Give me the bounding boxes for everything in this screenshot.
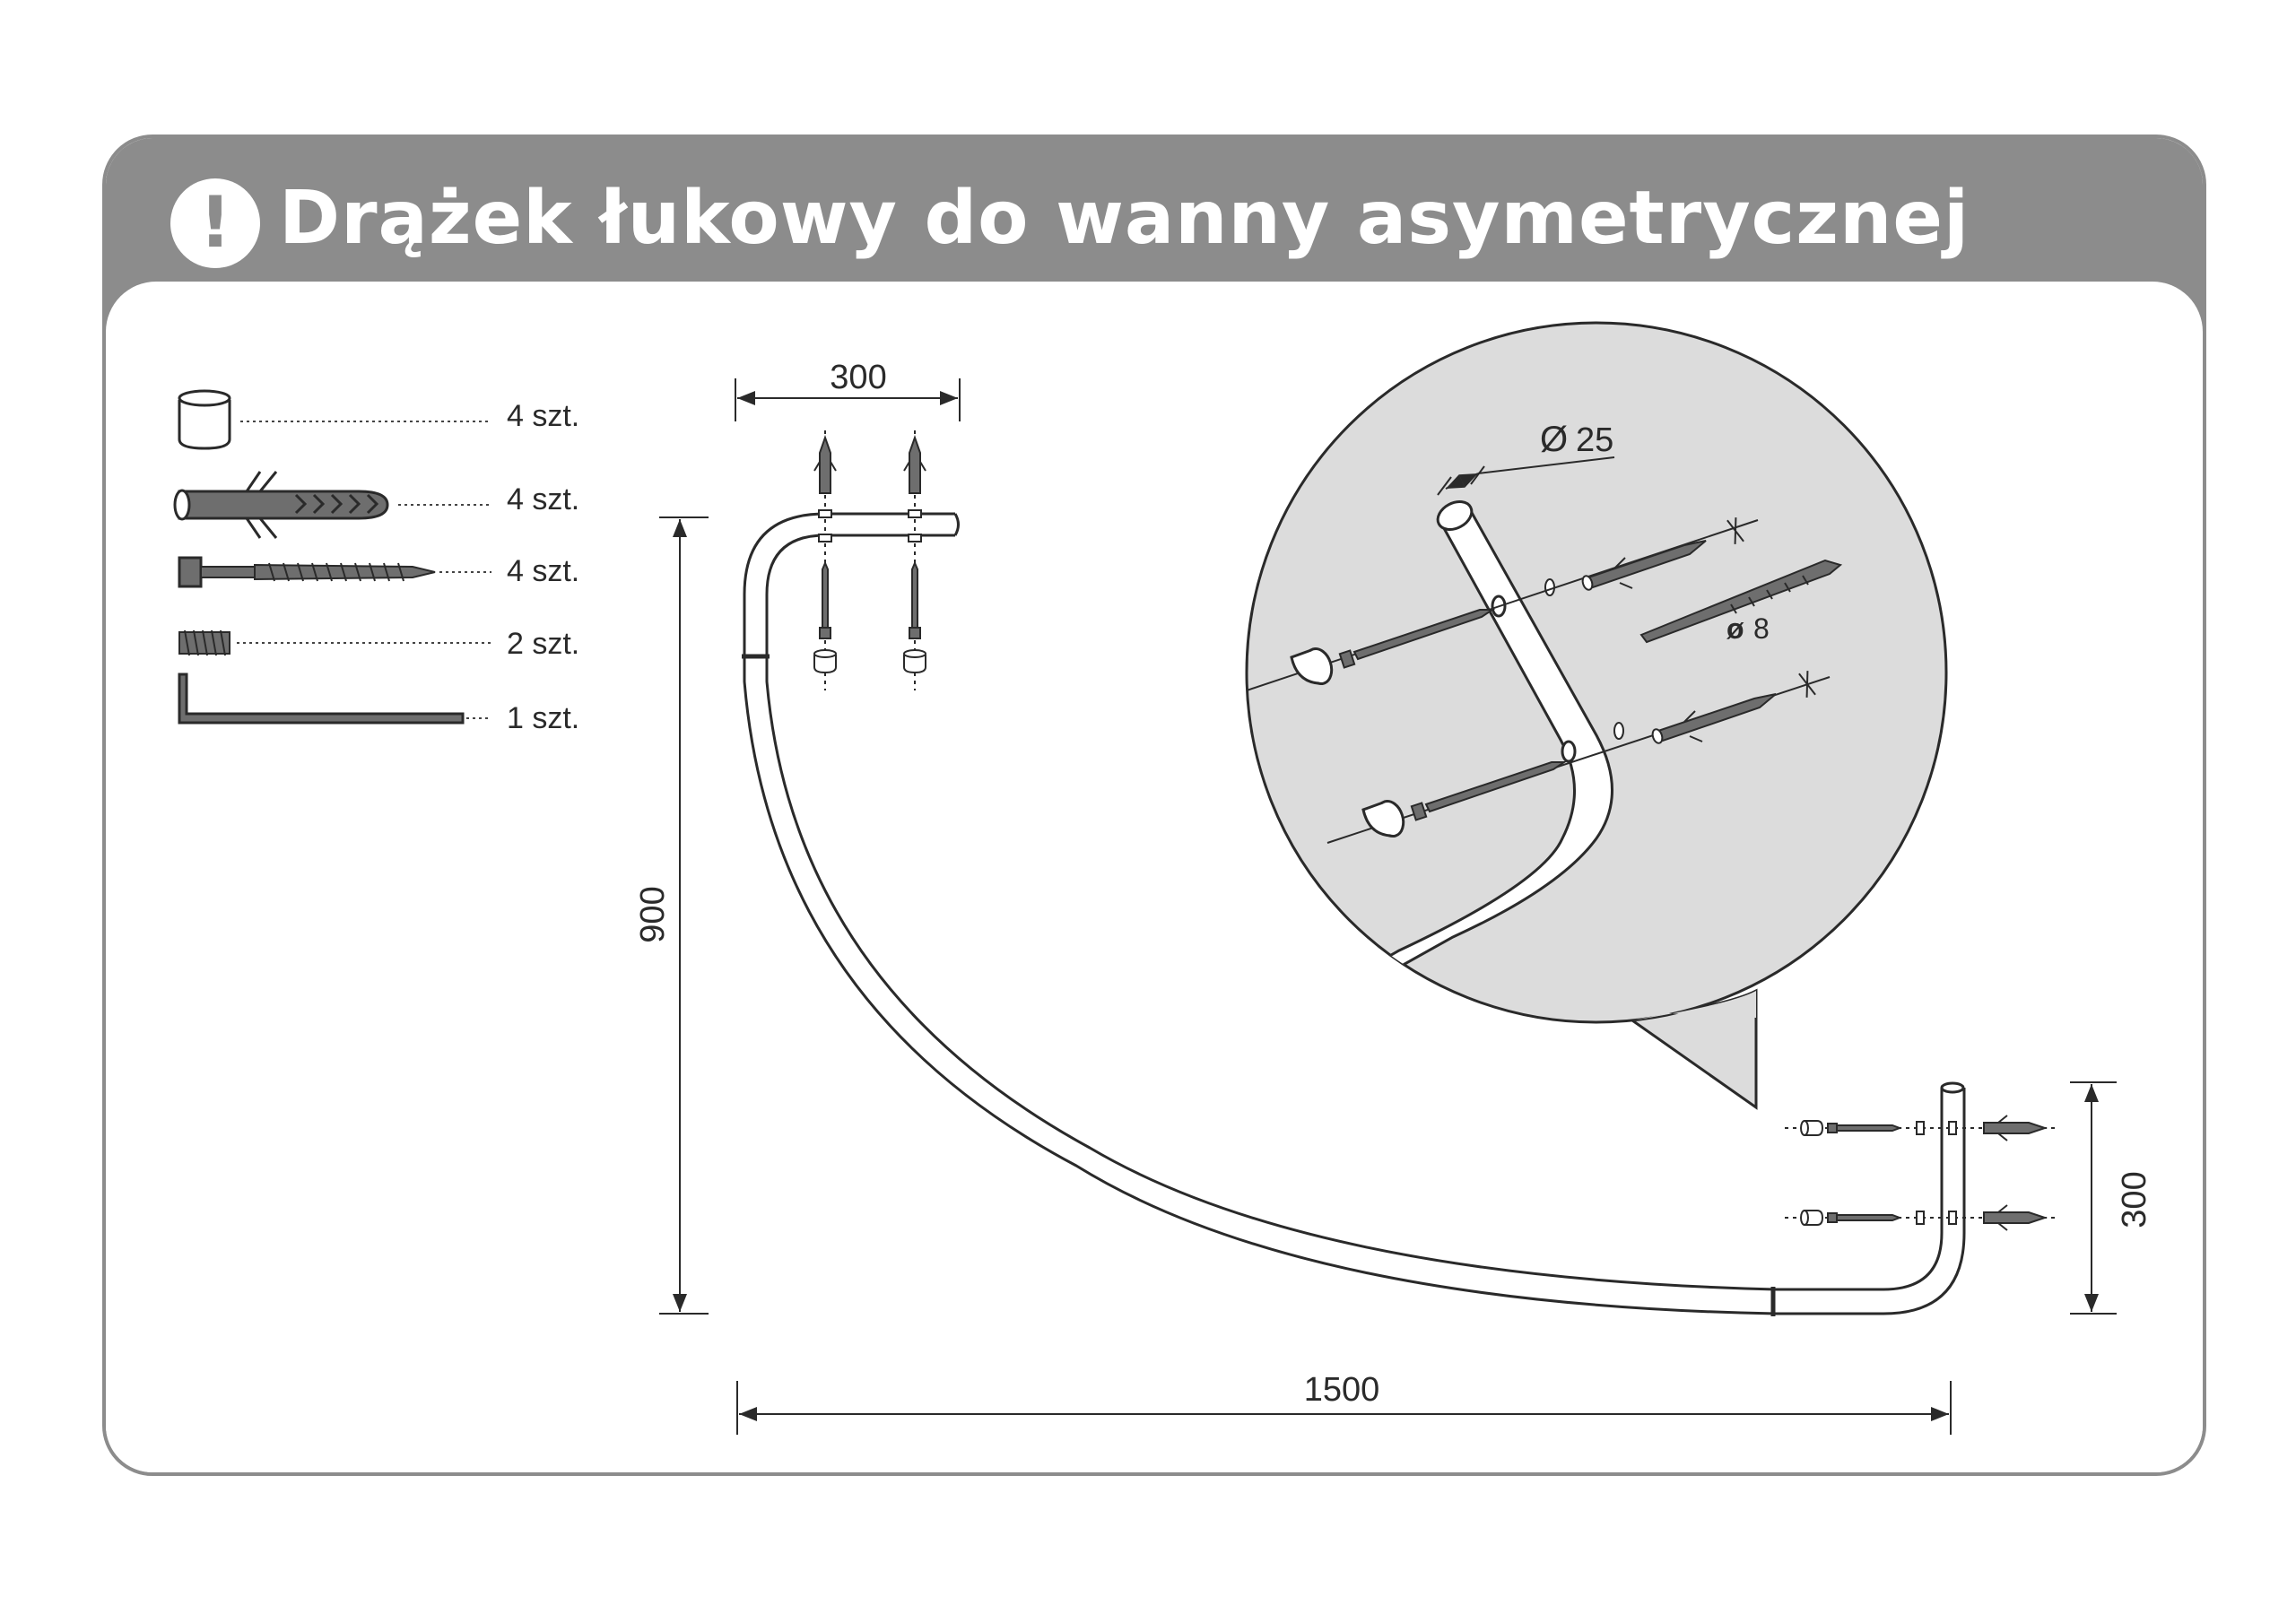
- screw-icon: [1828, 1124, 1900, 1222]
- page-title: Drążek łukowy do wanny asymetrycznej: [279, 176, 1970, 261]
- diameter-symbol: Ø: [1540, 420, 1569, 459]
- end-cap-icon: [179, 391, 230, 448]
- parts-list: [175, 391, 579, 735]
- wall-plug-icon: [814, 438, 926, 493]
- screw-icon: [820, 563, 920, 638]
- top-fixings: [814, 430, 926, 690]
- drill-diameter-symbol: ø: [1726, 612, 1744, 645]
- screw-icon: [179, 558, 435, 586]
- dim-height: 900: [634, 886, 672, 943]
- part-qty-1: 4 szt.: [507, 399, 580, 433]
- part-qty-3: 4 szt.: [507, 554, 580, 588]
- dim-tube-diameter: 25: [1576, 421, 1614, 459]
- right-fixings: [1785, 1115, 2058, 1230]
- dim-right-height: 300: [2116, 1171, 2153, 1228]
- part-qty-2: 4 szt.: [507, 482, 580, 516]
- dim-top-width: 300: [830, 359, 887, 396]
- zoom-detail: [1247, 323, 1946, 1107]
- wall-plug-icon: [175, 472, 387, 538]
- part-qty-4: 2 szt.: [507, 627, 580, 661]
- dim-length: 1500: [1303, 1371, 1380, 1409]
- end-cap-icon: [814, 650, 926, 673]
- part-qty-5: 1 szt.: [507, 701, 580, 735]
- dim-drill-diameter: 8: [1753, 612, 1770, 645]
- wall-plug-icon: [1984, 1115, 2045, 1230]
- exclamation-icon: !: [170, 178, 260, 268]
- end-cap-icon: [1801, 1121, 1822, 1225]
- hex-key-icon: [179, 674, 463, 723]
- grub-screw-icon: [179, 630, 230, 655]
